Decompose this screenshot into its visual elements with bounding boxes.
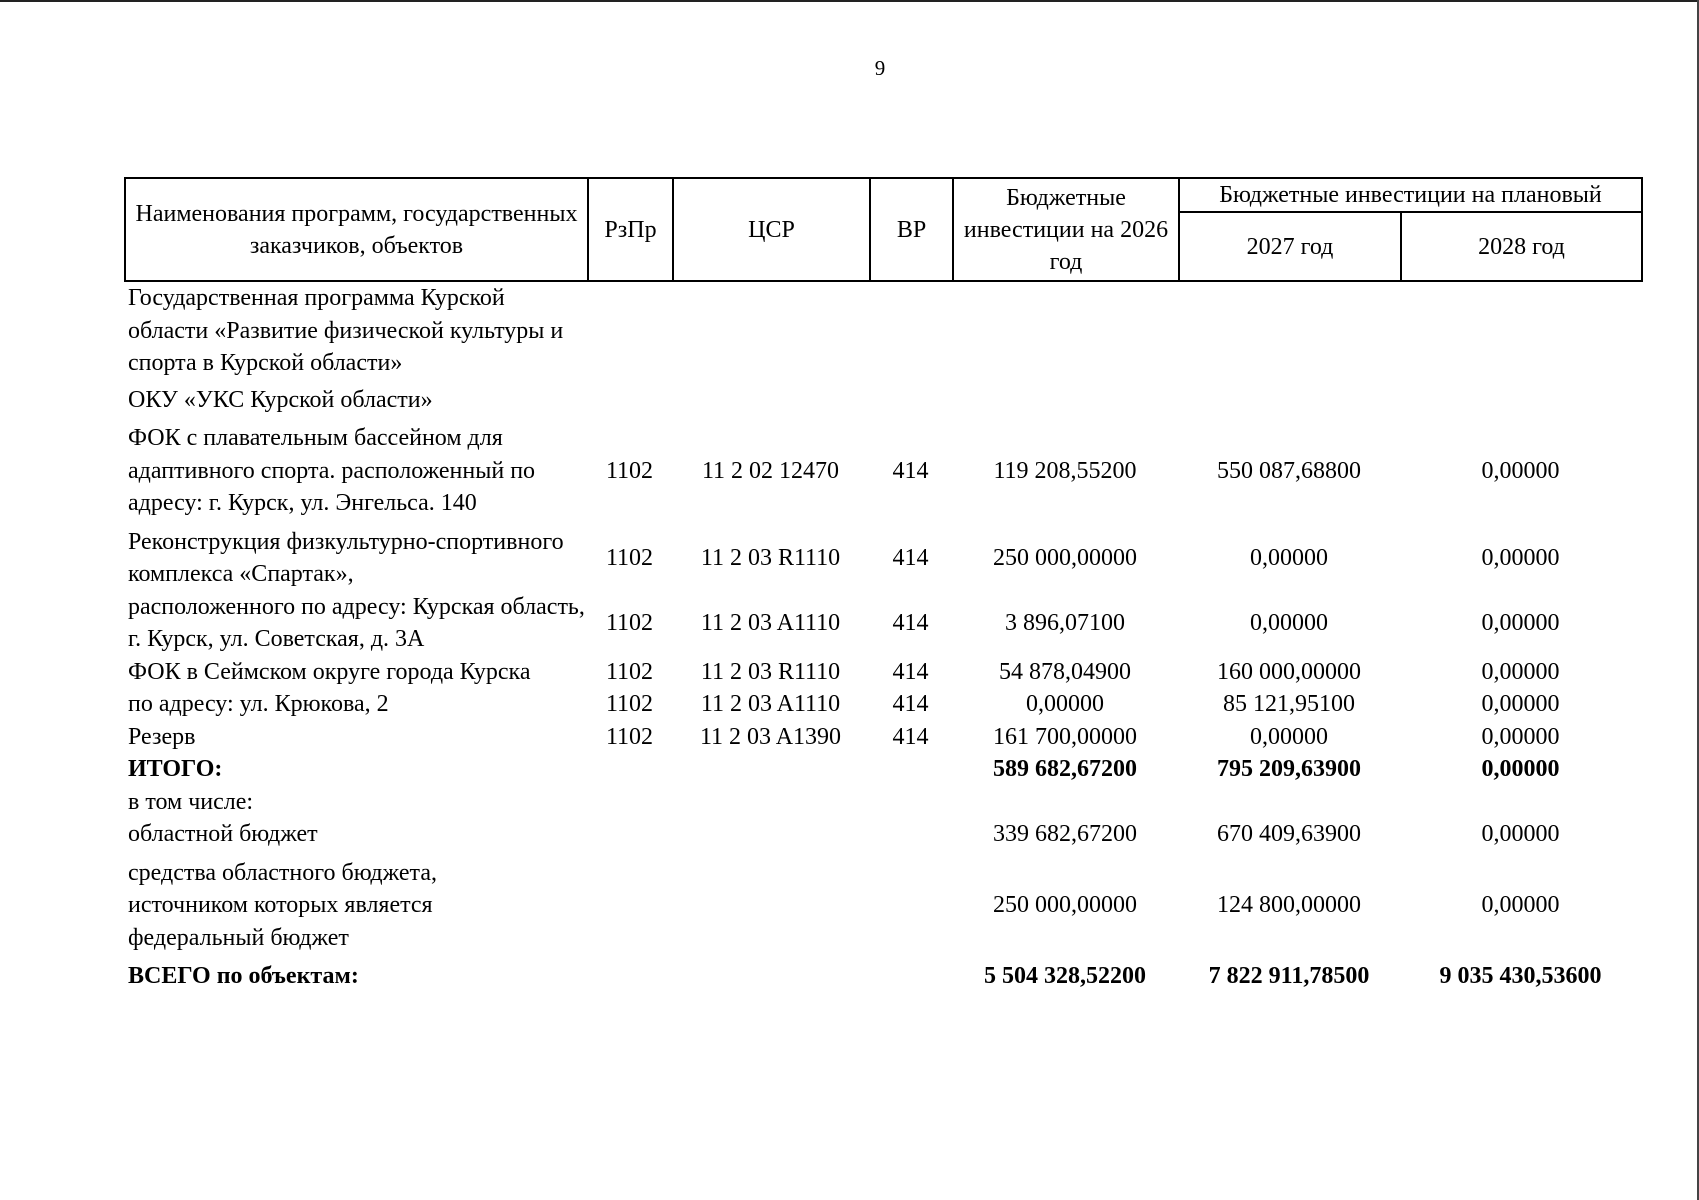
row-name: Реконструкция физкультурно-спортивного комплекса «Спартак», xyxy=(128,528,564,587)
row-vr: 414 xyxy=(892,691,929,717)
row-name: ФОК с плавательным бассейном для адаптивного спорта. расположенный по адресу: г. Курск, ул. Энгельса. 140 xyxy=(128,425,536,516)
table-header xyxy=(124,177,1643,282)
including-row xyxy=(124,786,1641,819)
row-rzpr: 1102 xyxy=(605,544,654,571)
row-2026: 250 000,00000 xyxy=(993,544,1137,571)
customer-row xyxy=(124,384,1641,417)
including-label: в том числе: xyxy=(128,788,254,815)
total-2028: 0,00000 xyxy=(1481,756,1560,782)
header-2028: 2028 год xyxy=(1401,212,1642,281)
row-vr: 414 xyxy=(892,609,929,636)
header-vr: ВР xyxy=(870,178,953,281)
regional-2027: 670 409,63900 xyxy=(1217,821,1361,847)
row-2027: 0,00000 xyxy=(1250,723,1328,750)
customer-name: ОКУ «УКС Курской области» xyxy=(128,386,433,413)
row-csr: 11 2 03 A1110 xyxy=(700,609,841,636)
row-rzpr: 1102 xyxy=(605,723,654,750)
row-2028: 0,00000 xyxy=(1481,658,1560,685)
row-vr: 414 xyxy=(892,544,929,571)
row-2027: 85 121,95100 xyxy=(1223,691,1355,717)
header-planning: Бюджетные инвестиции на плановый xyxy=(1179,178,1642,212)
row-rzpr: 1102 xyxy=(605,658,654,685)
row-2026: 54 878,04900 xyxy=(999,658,1131,685)
row-2026: 119 208,55200 xyxy=(993,457,1137,484)
federal-budget-row xyxy=(124,857,1641,955)
row-rzpr: 1102 xyxy=(605,691,654,717)
row-2027: 0,00000 xyxy=(1250,544,1328,571)
row-2027: 160 000,00000 xyxy=(1217,658,1361,685)
row-2028: 0,00000 xyxy=(1481,609,1560,636)
row-csr: 11 2 03 R1110 xyxy=(700,544,841,571)
row-rzpr: 1102 xyxy=(605,457,654,484)
total-row xyxy=(124,753,1641,786)
table-row xyxy=(124,656,1641,689)
page-number: 9 xyxy=(874,56,886,80)
federal-2027: 124 800,00000 xyxy=(1217,892,1361,918)
row-2027: 0,00000 xyxy=(1250,609,1328,636)
regional-budget-row xyxy=(124,818,1641,851)
table-row xyxy=(124,721,1641,754)
header-rzpr: РзПр xyxy=(588,178,673,281)
row-csr: 11 2 03 A1390 xyxy=(699,723,842,750)
header-name: Наименования программ, государственных заказчиков, объектов xyxy=(125,178,588,281)
budget-investment-table xyxy=(124,177,1641,993)
row-csr: 11 2 03 A1110 xyxy=(700,691,841,717)
table-body xyxy=(124,282,1641,993)
row-2027: 550 087,68800 xyxy=(1217,457,1361,484)
regional-2028: 0,00000 xyxy=(1481,821,1560,847)
row-name: ФОК в Сеймском округе города Курска xyxy=(128,658,531,685)
row-csr: 11 2 02 12470 xyxy=(701,457,840,484)
total-label: ИТОГО: xyxy=(128,756,223,782)
total-2026: 589 682,67200 xyxy=(993,756,1137,782)
row-name: расположенного по адресу: Курская область, г. Курск, ул. Советская, д. 3А xyxy=(128,593,585,652)
federal-2028: 0,00000 xyxy=(1481,892,1560,918)
federal-2026: 250 000,00000 xyxy=(993,892,1137,918)
row-2028: 0,00000 xyxy=(1481,544,1560,571)
table-row xyxy=(124,688,1641,721)
grand-total-label: ВСЕГО по объектам: xyxy=(128,963,359,989)
row-vr: 414 xyxy=(892,457,929,484)
row-name: по адресу: ул. Крюкова, 2 xyxy=(128,691,389,717)
row-2026: 0,00000 xyxy=(1026,691,1104,717)
table-row xyxy=(124,591,1641,656)
program-row xyxy=(124,282,1641,380)
scan-edge-top xyxy=(0,0,1699,2)
grand-total-2028: 9 035 430,53600 xyxy=(1439,963,1602,989)
row-vr: 414 xyxy=(892,658,929,685)
regional-2026: 339 682,67200 xyxy=(993,821,1137,847)
header-csr: ЦСР xyxy=(673,178,870,281)
grand-total-row xyxy=(124,960,1641,993)
row-2028: 0,00000 xyxy=(1481,723,1560,750)
row-name: Резерв xyxy=(128,723,196,750)
grand-total-2027: 7 822 911,78500 xyxy=(1208,963,1370,989)
table-row xyxy=(124,526,1641,591)
row-2028: 0,00000 xyxy=(1481,457,1560,484)
row-2026: 161 700,00000 xyxy=(993,723,1137,750)
regional-label: областной бюджет xyxy=(128,821,318,847)
row-2028: 0,00000 xyxy=(1481,691,1560,717)
table-row xyxy=(124,422,1641,520)
row-2026: 3 896,07100 xyxy=(1005,609,1125,636)
total-2027: 795 209,63900 xyxy=(1217,756,1361,782)
header-invest-2026: Бюджетные инвестиции на 2026 год xyxy=(953,178,1179,281)
program-title: Государственная программа Курской области «Развитие физической культуры и спорта в Курской области» xyxy=(128,285,564,376)
grand-total-2026: 5 504 328,52200 xyxy=(984,963,1146,989)
row-rzpr: 1102 xyxy=(605,609,654,636)
row-csr: 11 2 03 R1110 xyxy=(700,658,841,685)
header-2027: 2027 год xyxy=(1179,212,1401,281)
row-vr: 414 xyxy=(892,723,929,750)
federal-label: средства областного бюджета, источником которых является федеральный бюджет xyxy=(128,859,437,951)
